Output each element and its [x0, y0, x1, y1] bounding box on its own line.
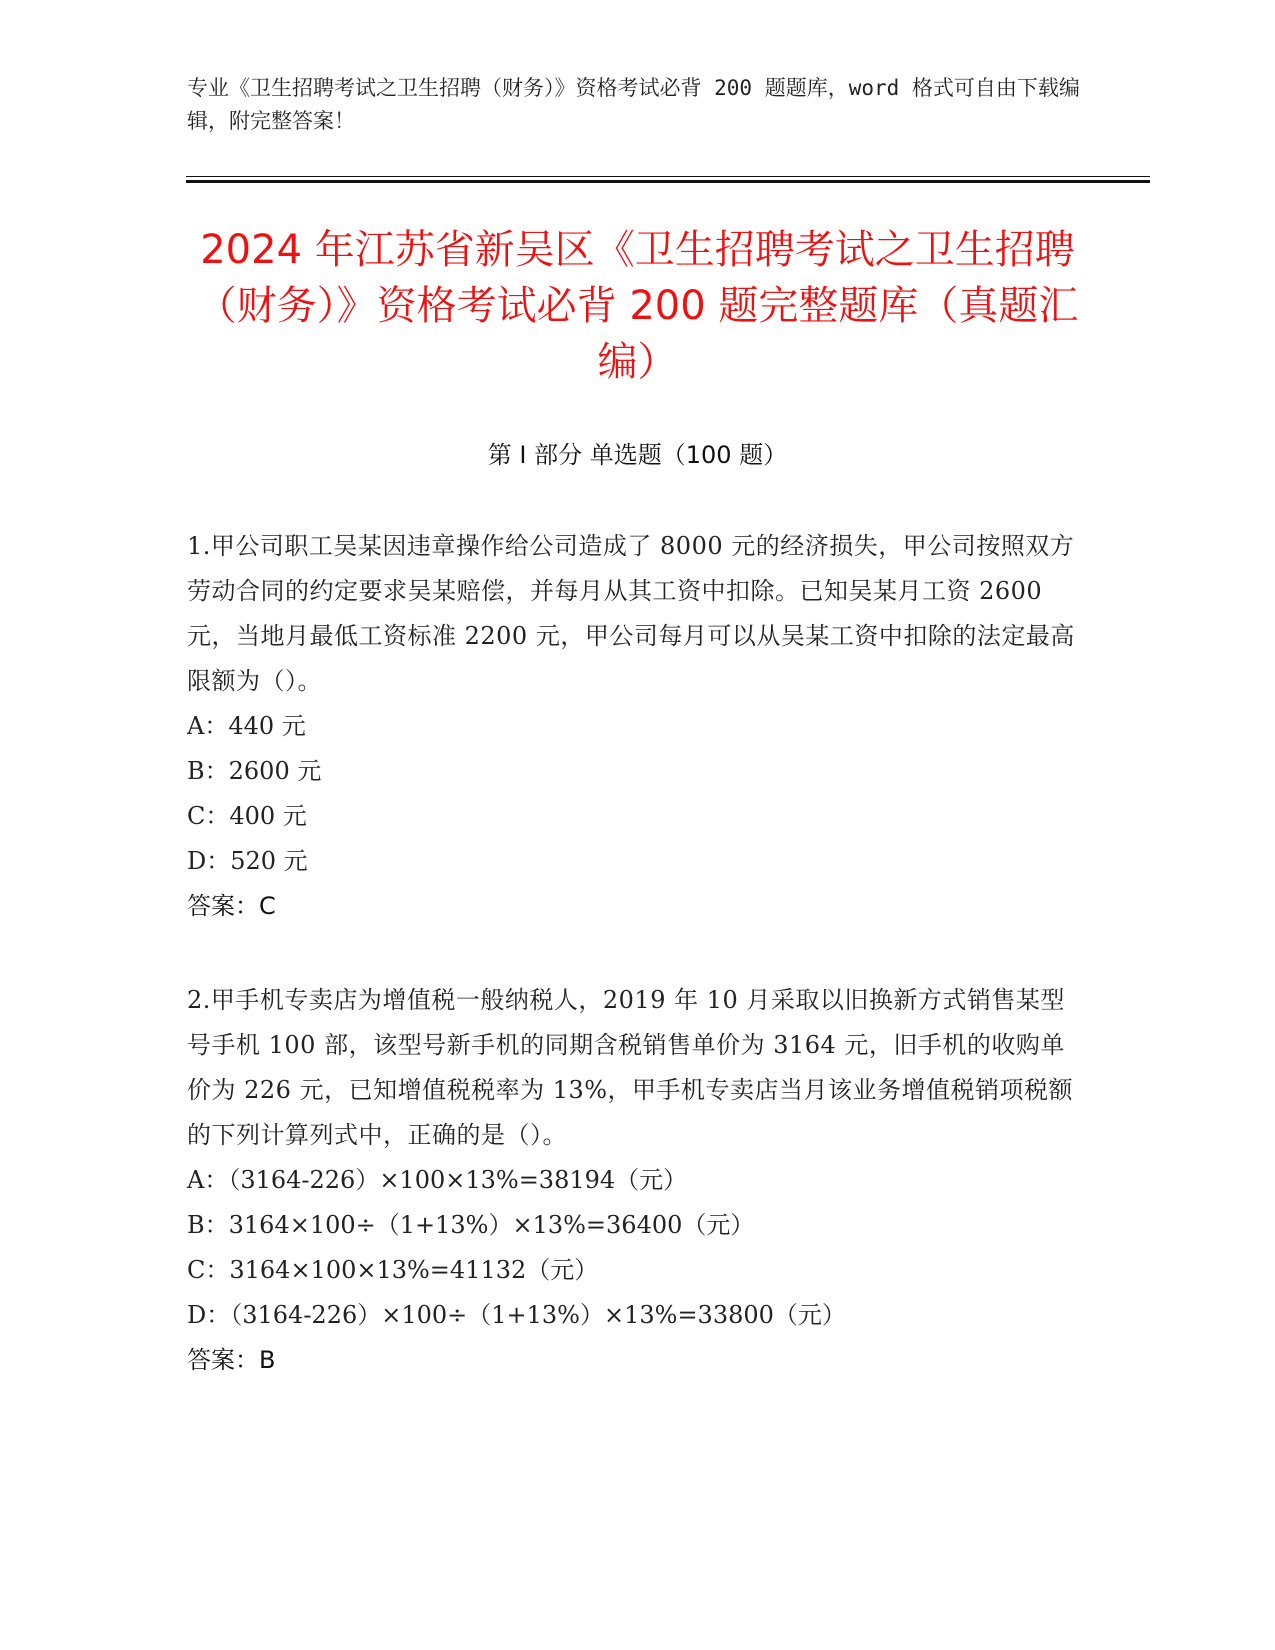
header-divider-thin	[186, 176, 1150, 177]
option-b: B：2600 元	[187, 757, 322, 785]
option-a: A：440 元	[187, 712, 306, 740]
section-title: 第 I 部分 单选题（100 题）	[487, 441, 788, 469]
question-stem: 1.甲公司职工吴某因违章操作给公司造成了 8000 元的经济损失，甲公司按照双方劳动合同的约定要求吴某赔偿，并每月从其工资中扣除。已知吴某月工资 2600 元，当地月最低工资标准 2200 元，甲公司每月可以从吴某工资中扣除的法定最高限额为（）。	[187, 532, 1075, 695]
header-divider-thick	[186, 180, 1150, 183]
document-title: 2024 年江苏省新吴区《卫生招聘考试之卫生招聘（财务）》资格考试必背 200 题完整题库（真题汇编）	[196, 227, 1079, 385]
question-2	[187, 978, 1087, 1383]
option-c: C：400 元	[187, 802, 307, 830]
option-d: D：520 元	[187, 847, 308, 875]
option-a: A：（3164-226）×100×13%=38194（元）	[187, 1166, 688, 1194]
option-d: D：（3164-226）×100÷（1+13%）×13%=33800（元）	[187, 1301, 846, 1329]
question-stem: 2.甲手机专卖店为增值税一般纳税人，2019 年 10 月采取以旧换新方式销售某型号手机 100 部，该型号新手机的同期含税销售单价为 3164 元，旧手机的收购单价为 226 元，已知增值税税率为 13%，甲手机专卖店当月该业务增值税销项税额的下列计算列式中，正确的是（）。	[187, 986, 1074, 1149]
answer: 答案：C	[187, 892, 276, 920]
option-c: C：3164×100×13%=41132（元）	[187, 1256, 599, 1284]
option-b: B：3164×100÷（1+13%）×13%=36400（元）	[187, 1211, 755, 1239]
header-note: 专业《卫生招聘考试之卫生招聘（财务）》资格考试必背 200 题题库，word 格式可自由下载编辑，附完整答案！	[187, 76, 1080, 133]
question-1	[187, 524, 1087, 929]
answer: 答案：B	[187, 1346, 276, 1374]
